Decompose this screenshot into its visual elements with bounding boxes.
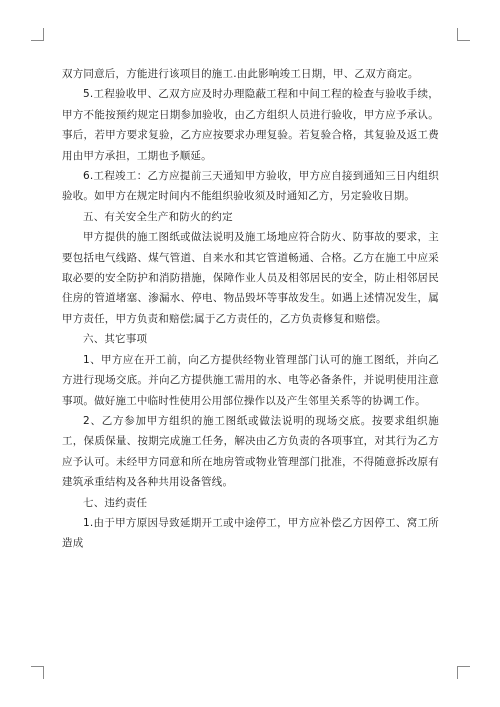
crop-mark-top-right bbox=[457, 28, 470, 41]
paragraph: 2、乙方参加甲方组织的施工图纸或做法说明的现场交底。按要求组织施工，保质保量、按期完成施工任务，解决由乙方负责的各项事宜，对其行为乙方应予认可。未经甲方同意和所在地房管或物业管理部门批准，不得随意拆改原有建筑承重结构及各种共用设备管线。 bbox=[62, 414, 439, 489]
paragraph: 甲方提供的施工图纸或做法说明及施工场地应符合防火、防事故的要求，主要包括电气线路、煤气管道、自来水和其它管道畅通、合格。乙方在施工中应采取必要的安全防护和消防措施，保障作业人员及相邻居民的安全，防止相邻居民住房的管道堵塞、渗漏水、停电、物品毁坏等事故发生。如遇上述情况发生，属甲方责任，甲方负责和赔偿;属于乙方责任的，乙方负责修复和赔偿。 bbox=[62, 231, 439, 325]
crop-mark-top-left bbox=[31, 28, 44, 41]
paragraph: 双方同意后，方能进行该项目的施工.由此影响竣工日期，甲、乙双方商定。 bbox=[62, 68, 419, 80]
section-heading: 七、违约责任 bbox=[83, 496, 148, 509]
crop-mark-bottom-left bbox=[31, 666, 44, 679]
paragraph: 1、甲方应在开工前，向乙方提供经物业管理部门认可的施工图纸，并向乙方进行现场交底。并向乙方提供施工需用的水、电等必备条件，并说明使用注意事项。做好施工中临时性使用公用部位操作以及产生邻里关系等的协调工作。 bbox=[62, 353, 439, 407]
paragraph: 1.由于甲方原因导致延期开工或中途停工，甲方应补偿乙方因停工、窝工所造成 bbox=[62, 516, 439, 550]
document-body bbox=[62, 64, 439, 554]
crop-mark-bottom-right bbox=[457, 666, 470, 679]
section-heading: 六、其它事项 bbox=[83, 333, 148, 346]
paragraph: 6.工程竣工：乙方应提前三天通知甲方验收，甲方应自接到通知三日内组织验收。如甲方在规定时间内不能组织验收须及时通知乙方，另定验收日期。 bbox=[62, 170, 439, 203]
paragraph: 5.工程验收甲、乙双方应及时办理隐蔽工程和中间工程的检查与验收手续，甲方不能按预约规定日期参加验收，由乙方组织人员进行验收，甲方应予承认。事后，若甲方要求复验，乙方应按要求办理复验。若复验合格，其复验及返工费用由甲方承担，工期也予顺延。 bbox=[62, 88, 439, 162]
section-heading: 五、有关安全生产和防火的约定 bbox=[83, 210, 233, 223]
